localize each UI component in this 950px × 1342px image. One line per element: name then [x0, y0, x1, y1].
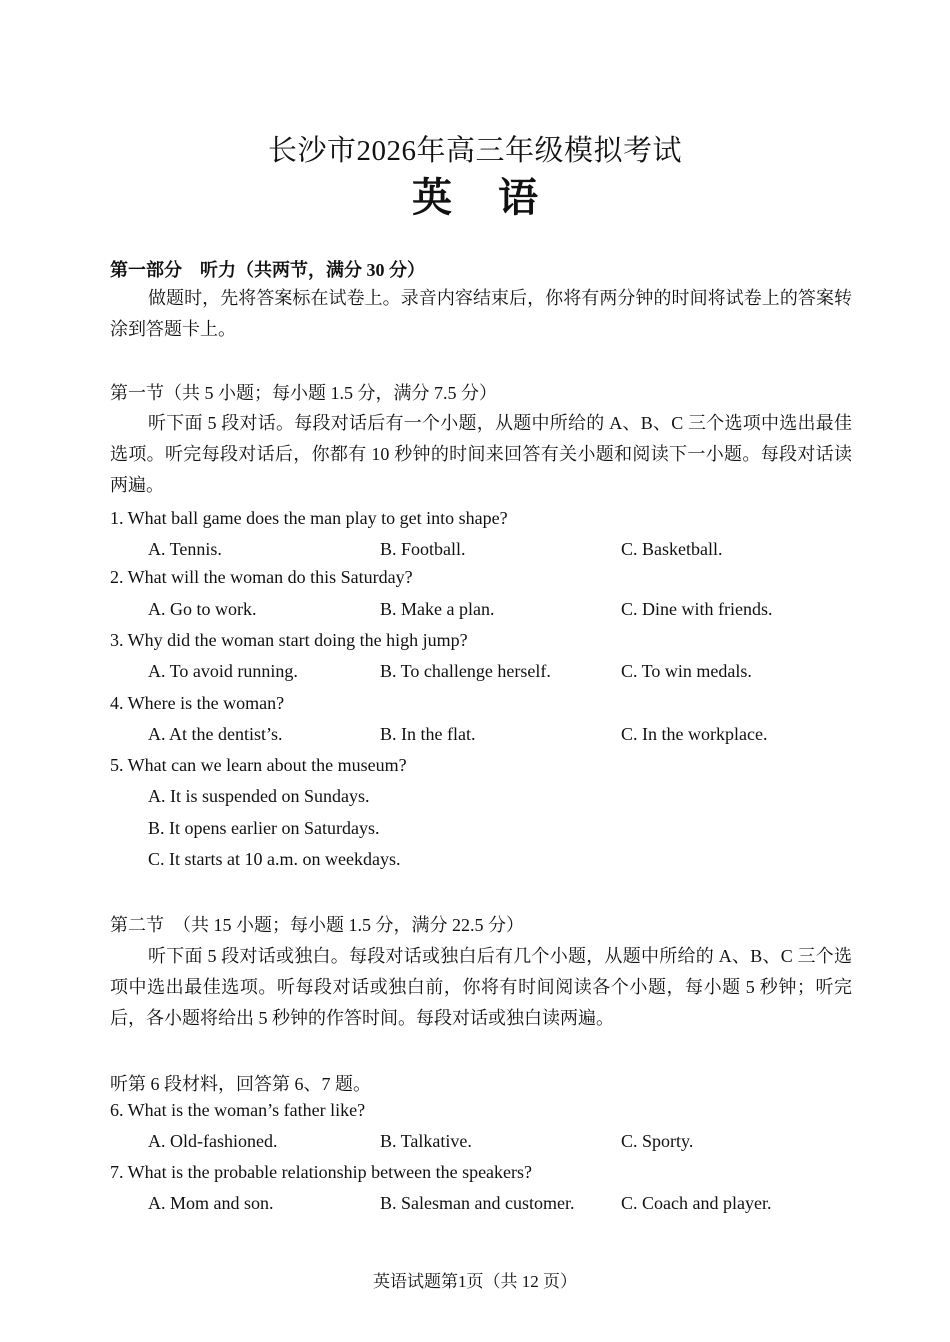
option-b: B. In the flat. [380, 724, 476, 744]
option-c: C. Dine with friends. [621, 599, 773, 619]
option-b: B. Football. [380, 539, 466, 559]
option-b: B. It opens earlier on Saturdays. [148, 818, 380, 838]
option-c: C. In the workplace. [621, 724, 768, 744]
section1-instructions: 听下面 5 段对话。每段对话后有一个小题，从题中所给的 A、B、C 三个选项中选出最佳选项。听完每段对话后，你都有 10 秒钟的时间来回答有关小题和阅读下一小题。每段对话读两遍。 [110, 413, 852, 495]
option-a: A. It is suspended on Sundays. [148, 786, 370, 806]
option-b: B. Make a plan. [380, 599, 495, 619]
part1-heading: 第一部分 听力（共两节，满分 30 分） [110, 260, 425, 280]
section2-instructions: 听下面 5 段对话或独白。每段对话或独白后有几个小题，从题中所给的 A、B、C 三个选项中选出最佳选项。听每段对话或独白前，你将有时间阅读各个小题，每小题 5 秒钟；听完后，各小题将给出 5 秒钟的作答时间。每段对话或独白读两遍。 [110, 946, 852, 1028]
option-a: A. Mom and son. [148, 1193, 274, 1213]
option-a: A. At the dentist’s. [148, 724, 283, 744]
question-stem: 5. What can we learn about the museum? [110, 755, 407, 775]
question-stem: 2. What will the woman do this Saturday? [110, 567, 413, 587]
part1-instructions: 做题时，先将答案标在试卷上。录音内容结束后，你将有两分钟的时间将试卷上的答案转涂到答题卡上。 [110, 288, 852, 339]
option-a: A. To avoid running. [148, 661, 298, 681]
option-a: A. Tennis. [148, 539, 222, 559]
option-a: A. Go to work. [148, 599, 257, 619]
exam-title: 长沙市2026年高三年级模拟考试 [267, 135, 682, 167]
page-footer: 英语试题第1页（共 12 页） [373, 1272, 577, 1291]
material-note: 听第 6 段材料，回答第 6、7 题。 [110, 1074, 371, 1094]
section2-heading: 第二节 （共 15 小题；每小题 1.5 分，满分 22.5 分） [110, 915, 524, 935]
option-b: B. Salesman and customer. [380, 1193, 575, 1213]
option-c: C. Coach and player. [621, 1193, 772, 1213]
question-stem: 4. Where is the woman? [110, 693, 285, 713]
option-c: C. Sporty. [621, 1131, 694, 1151]
option-c: C. It starts at 10 a.m. on weekdays. [148, 849, 401, 869]
option-b: B. Talkative. [380, 1131, 472, 1151]
option-c: C. Basketball. [621, 539, 723, 559]
subject-title: 英语 [412, 175, 584, 220]
option-a: A. Old-fashioned. [148, 1131, 278, 1151]
question-stem: 1. What ball game does the man play to get into shape? [110, 508, 508, 528]
option-c: C. To win medals. [621, 661, 752, 681]
question-stem: 6. What is the woman’s father like? [110, 1100, 366, 1120]
option-b: B. To challenge herself. [380, 661, 551, 681]
section1-heading: 第一节（共 5 小题；每小题 1.5 分，满分 7.5 分） [110, 383, 497, 403]
question-stem: 3. Why did the woman start doing the high jump? [110, 630, 468, 650]
question-stem: 7. What is the probable relationship between the speakers? [110, 1162, 533, 1182]
